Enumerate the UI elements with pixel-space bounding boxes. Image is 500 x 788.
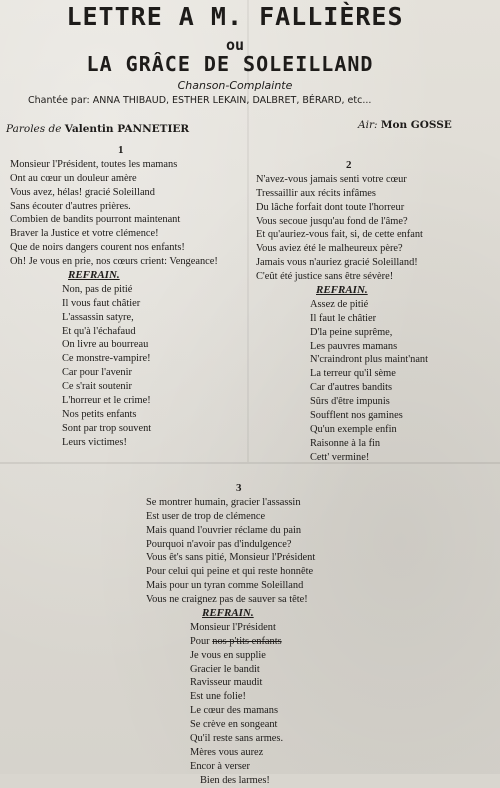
verse-3-line: Vous êt's sans pitié, Monsieur l'Président (146, 552, 316, 564)
verse-3-refrain-pour: Pour (190, 635, 210, 647)
verse-2-line: Du lâche forfait dont toute l'horreur (256, 201, 405, 213)
verse-3-refrain-line: Encor à verser (190, 760, 250, 772)
verse-2-line: Et qu'auriez-vous fait, si, de cette enfant (256, 229, 423, 241)
verse-2-refrain-line: Qu'un exemple enfin (310, 423, 397, 435)
verse-1-line: Braver la Justice et votre clémence! (10, 228, 159, 240)
verse-3 (146, 482, 315, 788)
verse-1-line: Que de noirs dangers courent nos enfants! (10, 242, 185, 254)
verse-3-refrain-line (146, 635, 315, 649)
verse-1-refrain-line: Leurs victimes! (62, 436, 127, 448)
title-ou: ou (225, 36, 245, 54)
subtitle: Chanson-Complainte (177, 79, 293, 92)
verse-1-refrain-line: Nos petits enfants (62, 408, 137, 420)
verse-1-refrain-line: Non, pas de pitié (62, 283, 133, 295)
verse-3-refrain-line: Bien des larmes! (200, 774, 270, 786)
verse-1-refrain-line: Ce s'rait soutenir (62, 381, 132, 393)
verse-1 (10, 144, 218, 450)
verse-3-line: Mais quand l'ouvrier réclame du pain (146, 524, 302, 536)
lyrics-label: Paroles de (6, 123, 62, 135)
verse-1-line: Ont au cœur un douleur amère (10, 172, 137, 184)
verse-1-refrain-line: L'assassin satyre, (62, 311, 134, 323)
verse-3-refrain-line: Est une folie! (190, 691, 246, 703)
verse-3-refrain-label: REFRAIN. (202, 607, 254, 620)
verse-3-refrain-line: Le cœur des mamans (190, 705, 279, 717)
verse-3-refrain-line: Se crève en songeant (190, 719, 278, 731)
title-line-1: LETTRE A M. FALLIÈRES (66, 2, 404, 31)
verse-3-number: 3 (236, 482, 242, 494)
verse-2-line: Tressaillir aux récits infâmes (256, 187, 376, 199)
verse-1-line: Monsieur l'Président, toutes les mamans (10, 158, 178, 170)
verse-2-line: N'avez-vous jamais senti votre cœur (256, 173, 407, 185)
verse-1-refrain-label: REFRAIN. (68, 269, 120, 282)
verse-3-line: Est user de trop de clémence (146, 510, 266, 522)
verse-1-refrain-line: Sont par trop souvent (62, 422, 152, 434)
verse-3-refrain-line: Ravisseur maudit (190, 677, 263, 689)
air-credit (358, 119, 452, 131)
verse-3-refrain-line: Gracier le bandit (190, 663, 260, 675)
verse-1-line: Vous avez, hélas! gracié Soleilland (10, 186, 155, 198)
verse-3-line: Vous ne craignez pas de sauver sa tête! (146, 594, 308, 606)
verse-3-struck-text: nos p'tits enfants (212, 635, 282, 647)
verse-2-refrain-line: Car d'autres bandits (310, 382, 393, 394)
verse-2-refrain-line: Assez de pitié (310, 298, 369, 310)
verse-2 (256, 159, 428, 465)
lyrics-author: Valentin PANNETIER (64, 123, 190, 135)
credits (6, 119, 486, 135)
verse-2-line: Vous aviez été le malheureux père? (256, 243, 403, 255)
verse-3-refrain-line: Mères vous aurez (190, 746, 264, 758)
verse-3-refrain-line: Monsieur l'Président (190, 621, 276, 633)
verse-2-line: C'eût été justice sans être sévère! (256, 271, 394, 283)
title-line-2: LA GRÂCE DE SOLEILLAND (86, 52, 374, 76)
verse-1-number: 1 (118, 144, 124, 156)
verse-2-refrain-line: Soufflent nos gamines (310, 410, 403, 422)
verse-1-refrain-line: Ce monstre-vampire! (62, 353, 151, 365)
verse-3-refrain-line: Qu'il reste sans armes. (190, 733, 284, 745)
verse-2-refrain-line: Les pauvres mamans (310, 340, 398, 352)
verse-3-line: Se montrer humain, gracier l'assassin (146, 496, 301, 508)
verse-2-refrain-line: N'craindront plus maint'nant (310, 354, 429, 366)
verse-2-refrain-line: La terreur qu'il sème (310, 368, 396, 380)
verse-2-refrain-line: Il faut le châtier (310, 312, 377, 324)
verse-3-line: Mais pour un tyran comme Soleilland (146, 580, 304, 592)
verse-2-refrain-line: Sûrs d'être impunis (310, 396, 390, 408)
verse-2-refrain-line: Cett' vermine! (310, 451, 370, 463)
verse-2-refrain-line: Raisonne à la fin (310, 437, 381, 449)
air-name: Mon GOSSE (380, 119, 452, 131)
verse-3-refrain-line: Je vous en supplie (190, 649, 266, 661)
verse-2-line: Vous secoue jusqu'au fond de l'âme? (256, 215, 408, 227)
verse-1-line: Combien de bandits pourront maintenant (10, 214, 181, 226)
verse-1-refrain-line: Il vous faut châtier (62, 297, 141, 309)
verse-1-refrain-line: Car pour l'avenir (62, 367, 132, 379)
verse-1-refrain-line: L'horreur et le crime! (62, 395, 151, 407)
verse-1-refrain-line: On livre au bourreau (62, 339, 149, 351)
verse-3-line: Pourquoi n'avoir pas d'indulgence? (146, 538, 292, 550)
verse-1-refrain-line: Et qu'à l'échafaud (62, 325, 136, 337)
verse-2-refrain-line: D'la peine suprême, (310, 326, 393, 338)
verse-3-line: Pour celui qui peine et qui reste honnête (146, 566, 314, 578)
singers-line: Chantée par: ANNA THIBAUD, ESTHER LEKAIN, DALBRET, BÉRARD, etc... (28, 95, 372, 106)
verse-2-number: 2 (346, 159, 352, 171)
verse-2-refrain-label: REFRAIN. (316, 284, 368, 297)
air-label: Air: (358, 119, 378, 131)
verse-2-line: Jamais vous n'auriez gracié Soleilland! (256, 257, 418, 269)
verse-1-line: Oh! Je vous en prie, nos cœurs crient: Vengeance! (10, 256, 218, 268)
verse-1-line: Sans écouter d'autres prières. (10, 200, 131, 212)
